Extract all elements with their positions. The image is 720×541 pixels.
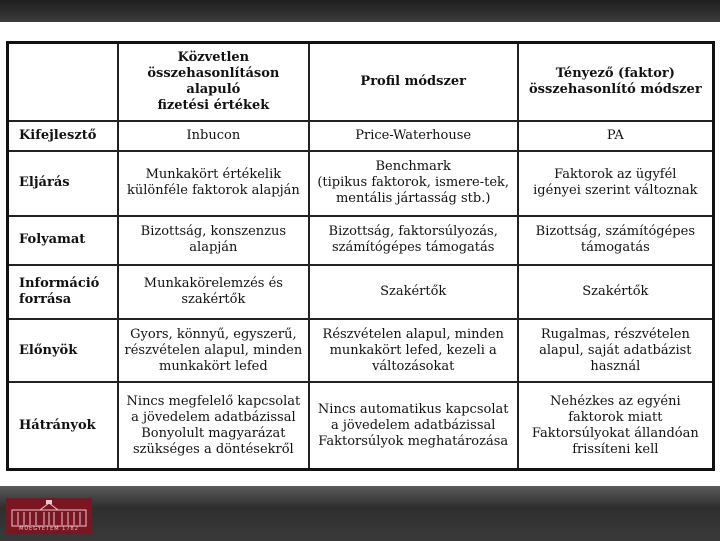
table-cell: Nehézkes az egyéni faktorok miatt Faktorsúlyokat állandóan frissíteni kell [518,382,714,469]
header-factor-comparison: Tényező (faktor) összehasonlító módszer [518,43,714,121]
row-label-process: Folyamat [8,216,118,265]
table-cell: PA [518,121,714,151]
row-label-procedure: Eljárás [8,151,118,216]
table-cell: Bizottság, faktorsúlyozás, számítógépes támogatás [309,216,518,265]
table-row [8,265,714,320]
header-corner-cell [8,43,118,121]
table-cell: Részvételen alapul, minden munkakört lefed, kezeli a változásokat [309,319,518,382]
table-row [8,121,714,151]
table-cell: Inbucon [118,121,309,151]
university-logo [6,498,92,534]
table-cell: Munkakörelemzés és szakértők [118,265,309,320]
table-cell: Nincs automatikus kapcsolat a jövedelem adatbázissal Faktorsúlyok meghatározása [309,382,518,469]
table-cell: Bizottság, konszenzus alapján [118,216,309,265]
table-row [8,216,714,265]
comparison-table-container [6,41,715,471]
table-cell: Nincs megfelelő kapcsolat a jövedelem adatbázissal Bonyolult magyarázat szükséges a döntésekről [118,382,309,469]
bottom-bar [0,486,720,541]
logo-caption: MŰEGYETEM 1782 [19,526,79,532]
table-cell: Munkakört értékelik különféle faktorok alapján [118,151,309,216]
table-cell: Gyors, könnyű, egyszerű, részvételen alapul, minden munkakört lefed [118,319,309,382]
table-cell: Price-Waterhouse [309,121,518,151]
header-direct-comparison: Közvetlen összehasonlításon alapuló fizetési értékek [118,43,309,121]
comparison-table [6,41,715,471]
table-cell: Bizottság, számítógépes támogatás [518,216,714,265]
table-cell: Benchmark (tipikus faktorok, ismere-tek, mentális jártasság stb.) [309,151,518,216]
table-header-row [8,43,714,121]
table-row [8,382,714,469]
row-label-developer: Kifejlesztő [8,121,118,151]
header-profile-method: Profil módszer [309,43,518,121]
table-cell: Rugalmas, részvételen alapul, saját adatbázist használ [518,319,714,382]
row-label-advantages: Előnyök [8,319,118,382]
table-cell: Faktorok az ügyfél igényei szerint változnak [518,151,714,216]
row-label-information-source: Információ forrása [8,265,118,320]
row-label-disadvantages: Hátrányok [8,382,118,469]
table-cell: Szakértők [309,265,518,320]
table-row [8,151,714,216]
top-bar [0,0,720,22]
table-cell: Szakértők [518,265,714,320]
table-row [8,319,714,382]
